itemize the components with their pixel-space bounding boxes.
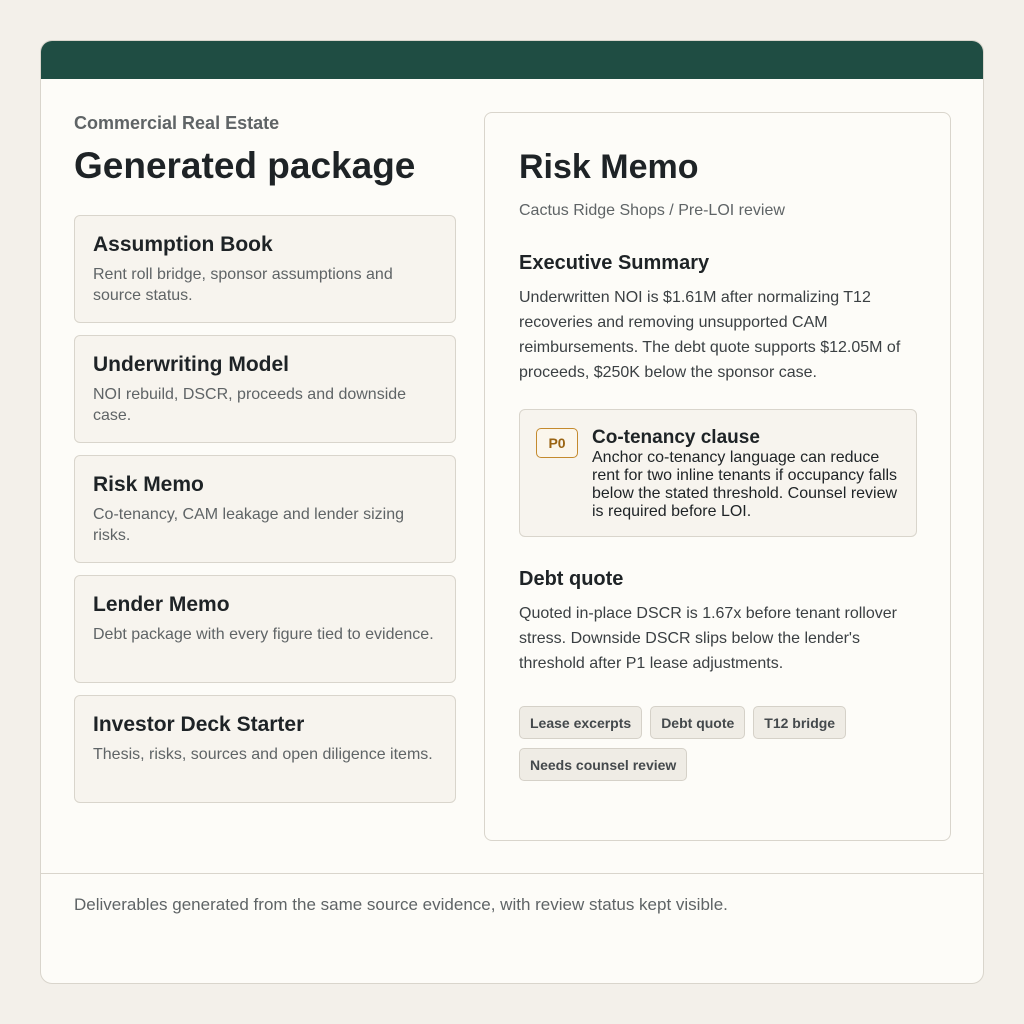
memo-title: Risk Memo — [519, 148, 699, 186]
memo-preview-panel — [484, 112, 951, 841]
executive-summary-text: Underwritten NOI is $1.61M after normalizing T12 recoveries and removing unsupported CAM reimbursements. The debt quote supports $12.05M of proceeds, $250K below the sponsor case. — [519, 289, 901, 381]
deliverable-title: Investor Deck Starter — [93, 713, 305, 736]
deliverable-card-investor-deck-starter[interactable] — [74, 695, 456, 803]
footer-note: Deliverables generated from the same source evidence, with review status kept visible. — [74, 895, 728, 914]
deliverable-card-assumption-book[interactable] — [74, 215, 456, 323]
risk-callout — [519, 409, 917, 537]
deliverable-title: Risk Memo — [93, 473, 204, 496]
deliverable-description: Co-tenancy, CAM leakage and lender sizing risks. — [93, 506, 404, 544]
deliverable-card-lender-memo[interactable] — [74, 575, 456, 683]
top-bar — [41, 41, 983, 79]
page-title: Generated package — [74, 145, 416, 186]
priority-badge: P0 — [536, 428, 578, 458]
tag-debt-quote[interactable]: Debt quote — [650, 706, 745, 739]
debt-quote-heading: Debt quote — [519, 568, 624, 590]
package-window — [40, 40, 984, 984]
evidence-tags — [519, 706, 919, 781]
deliverable-description: Debt package with every figure tied to evidence. — [93, 626, 434, 643]
deliverables-column — [74, 113, 456, 815]
deliverable-title: Lender Memo — [93, 593, 230, 616]
risk-body — [592, 427, 900, 519]
debt-quote-text: Quoted in-place DSCR is 1.67x before tenant rollover stress. Downside DSCR slips below the lender's threshold after P1 lease adjustments. — [519, 605, 897, 672]
tag-lease-excerpts[interactable]: Lease excerpts — [519, 706, 642, 739]
memo-subtitle: Cactus Ridge Shops / Pre-LOI review — [519, 202, 785, 219]
risk-title: Co-tenancy clause — [592, 427, 760, 448]
footer-divider — [41, 873, 983, 874]
deliverable-description: Thesis, risks, sources and open diligence items. — [93, 746, 433, 763]
deliverable-title: Underwriting Model — [93, 353, 289, 376]
deliverable-title: Assumption Book — [93, 233, 273, 256]
deliverables-list — [74, 215, 456, 803]
deliverable-description: NOI rebuild, DSCR, proceeds and downside case. — [93, 386, 407, 424]
tag-t12-bridge[interactable]: T12 bridge — [753, 706, 846, 739]
category-label: Commercial Real Estate — [74, 113, 280, 133]
tag-needs-counsel-review[interactable]: Needs counsel review — [519, 748, 687, 781]
risk-text: Anchor co-tenancy language can reduce rent for two inline tenants if occupancy falls below the stated threshold. Counsel review is required before LOI. — [592, 449, 898, 520]
executive-summary-heading: Executive Summary — [519, 252, 710, 274]
deliverable-description: Rent roll bridge, sponsor assumptions and source status. — [93, 266, 393, 304]
deliverable-card-risk-memo[interactable] — [74, 455, 456, 563]
deliverable-card-underwriting-model[interactable] — [74, 335, 456, 443]
